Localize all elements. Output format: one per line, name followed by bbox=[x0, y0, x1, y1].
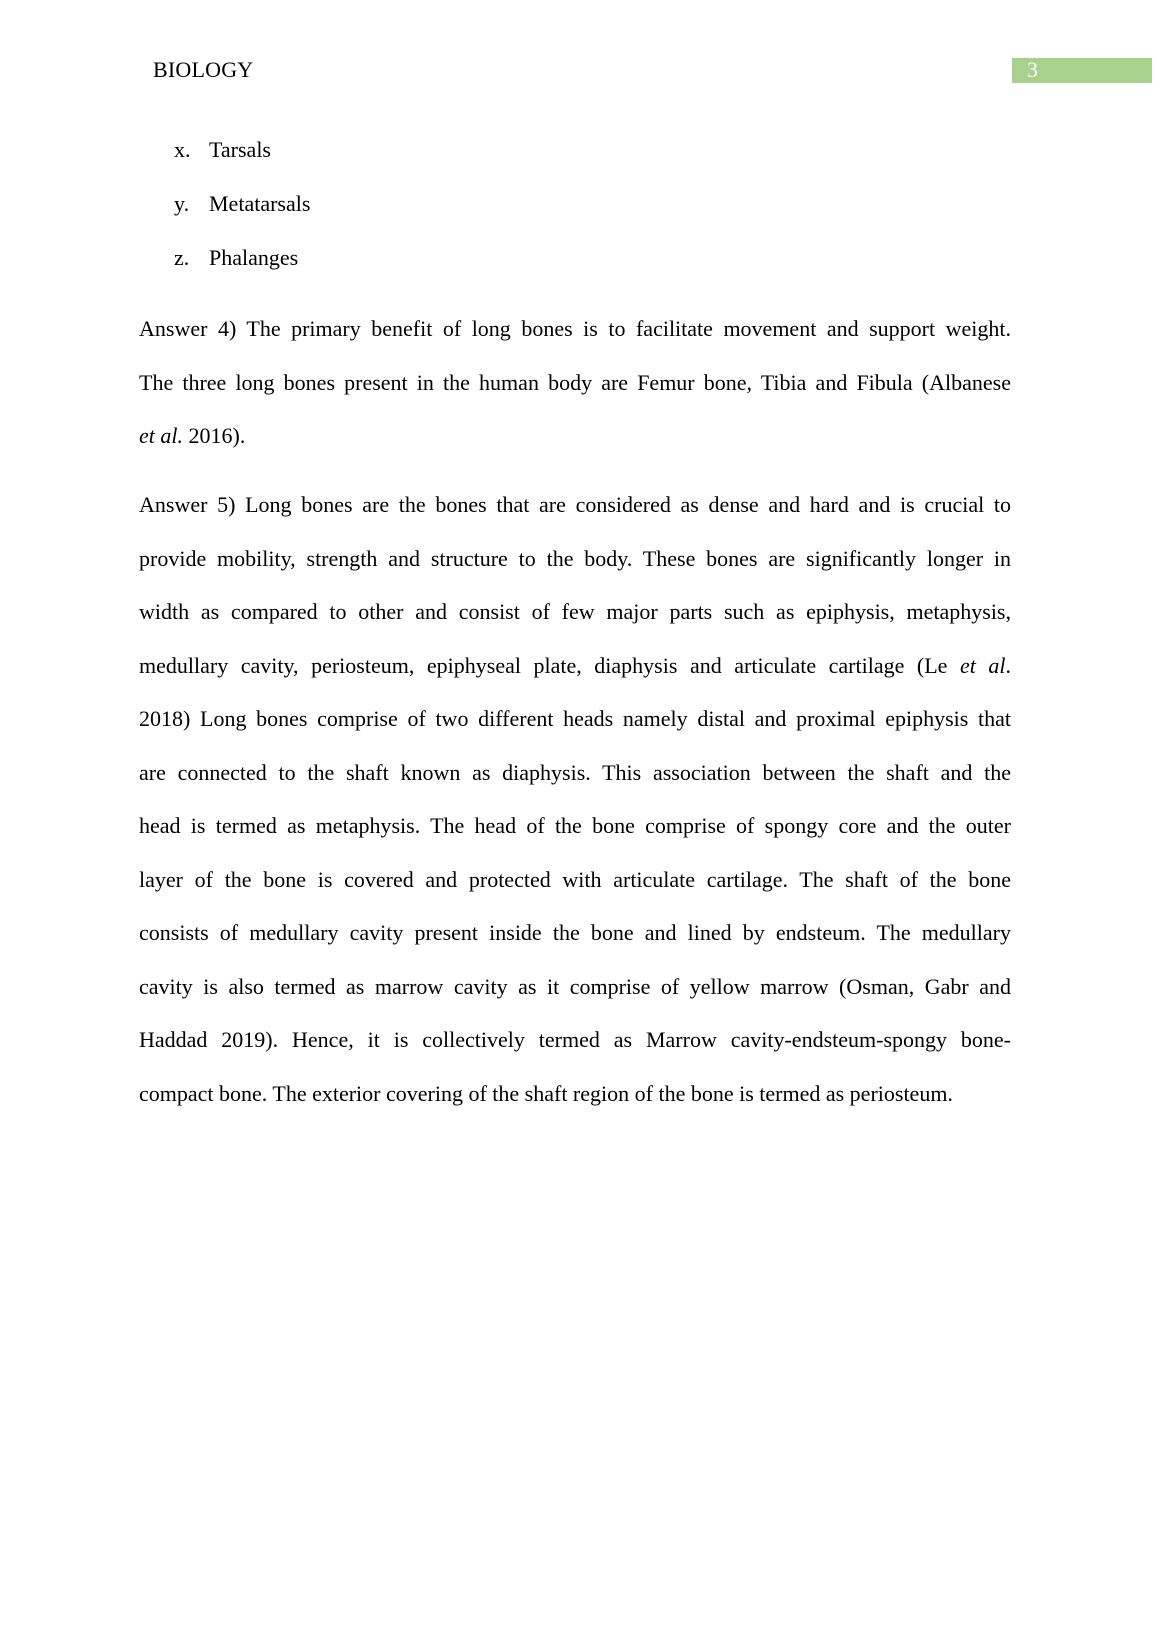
paragraph-line: Haddad 2019). Hence, it is collectively termed as Marrow cavity-endsteum-spongy bone- bbox=[139, 1027, 1011, 1052]
paragraph-line: are connected to the shaft known as diaphysis. This association between the shaft and the bbox=[139, 759, 1011, 785]
paragraph-line: layer of the bone is covered and protected with articulate cartilage. The shaft of the bone bbox=[139, 866, 1011, 892]
citation-et-al: et al. bbox=[139, 423, 183, 448]
paragraph-line: medullary cavity, periosteum, epiphyseal plate, diaphysis and articulate cartilage (Le et al. bbox=[139, 652, 1011, 678]
list-item bbox=[174, 136, 310, 190]
paragraph-line: 2018) Long bones comprise of two different heads namely distal and proximal epiphysis that bbox=[139, 706, 1011, 731]
paragraph-line: Answer 4) The primary benefit of long bones is to facilitate movement and support weight. bbox=[139, 316, 1011, 341]
paragraph-line: width as compared to other and consist of few major parts such as epiphysis, metaphysis, bbox=[139, 599, 1011, 624]
list-item-label: Tarsals bbox=[209, 137, 271, 162]
list-item bbox=[174, 244, 310, 298]
list-item bbox=[174, 190, 310, 244]
paragraph-line bbox=[139, 409, 1011, 463]
paragraph-line: head is termed as metaphysis. The head of the bone comprise of spongy core and the outer bbox=[139, 813, 1011, 838]
citation-et-al: et al bbox=[959, 652, 1006, 678]
list-marker: y. bbox=[174, 191, 190, 216]
list-marker: z. bbox=[174, 245, 190, 270]
list-item-label: Phalanges bbox=[209, 245, 299, 270]
bone-list bbox=[174, 136, 310, 298]
page-number: 3 bbox=[1027, 57, 1038, 82]
list-marker: x. bbox=[174, 137, 191, 162]
list-item-label: Metatarsals bbox=[209, 191, 311, 216]
paragraph-line: The three long bones present in the human body are Femur bone, Tibia and Fibula (Albanese bbox=[139, 369, 1011, 395]
answer-4-paragraph bbox=[139, 302, 1011, 463]
paragraph-line: consists of medullary cavity present inside the bone and lined by endsteum. The medullary bbox=[139, 920, 1011, 945]
paragraph-line-text: medullary cavity, periosteum, epiphyseal plate, diaphysis and articulate cartilage (Le bbox=[139, 652, 948, 678]
paragraph-line: compact bone. The exterior covering of the shaft region of the bone is termed as periosteum. bbox=[139, 1080, 953, 1106]
paragraph-line: cavity is also termed as marrow cavity as it comprise of yellow marrow (Osman, Gabr and bbox=[139, 973, 1011, 999]
paragraph-line: provide mobility, strength and structure to the body. These bones are significantly longer in bbox=[139, 545, 1011, 571]
paragraph-line: Answer 5) Long bones are the bones that are considered as dense and hard and is crucial to bbox=[139, 492, 1011, 517]
page-number-badge bbox=[1012, 58, 1152, 83]
citation-year: 2016). bbox=[188, 423, 246, 448]
header-title: BIOLOGY bbox=[153, 57, 254, 82]
answer-5-paragraph bbox=[139, 478, 1011, 1120]
